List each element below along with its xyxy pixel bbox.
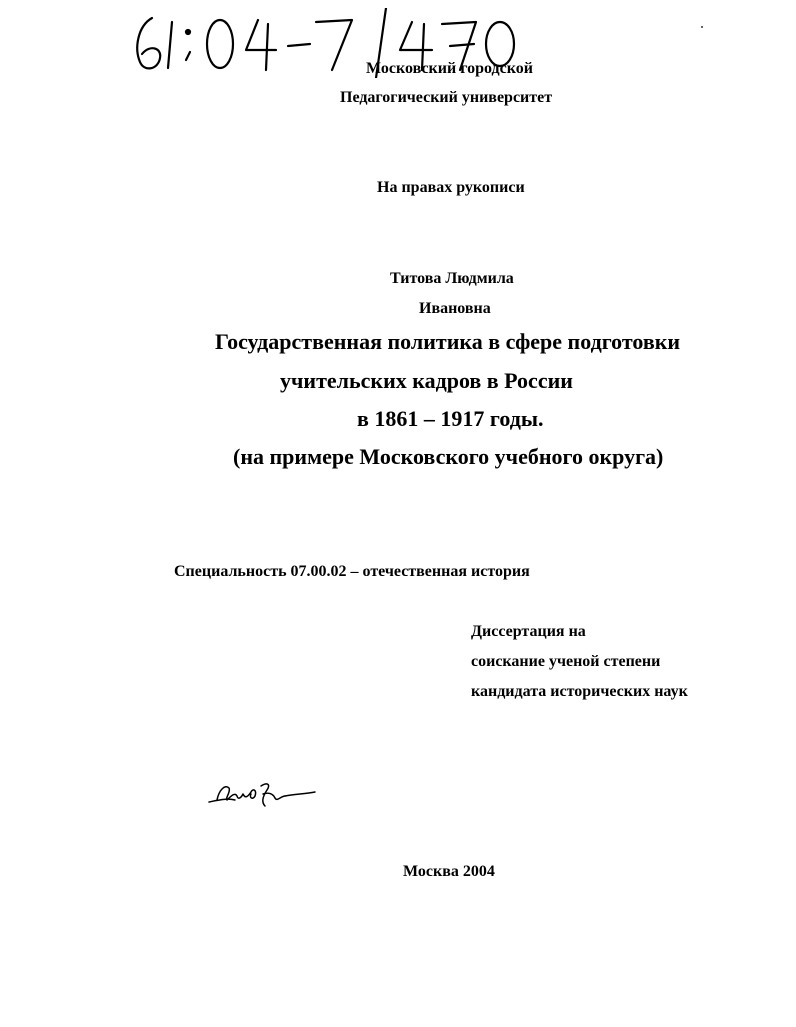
title-line-1: Государственная политика в сфере подготовки xyxy=(215,329,681,354)
city-year: Москва 2004 xyxy=(403,863,495,880)
degree-line-2: соискание ученой степени xyxy=(471,653,661,670)
manuscript-note: На правах рукописи xyxy=(377,179,525,196)
author-name-line-1: Титова Людмила xyxy=(390,270,514,287)
speck xyxy=(701,26,703,28)
title-line-4: (на примере Московского учебного округа) xyxy=(233,444,664,469)
degree-line-1: Диссертация на xyxy=(471,623,586,640)
title-line-3: в 1861 – 1917 годы. xyxy=(357,406,544,431)
title-line-2: учительских кадров в России xyxy=(280,368,573,393)
author-signature xyxy=(205,778,320,808)
degree-line-3: кандидата исторических наук xyxy=(471,683,688,700)
specialty: Специальность 07.00.02 – отечественная история xyxy=(174,563,530,580)
institution-line-2: Педагогический университет xyxy=(340,89,553,106)
institution-line-1: Московский городской xyxy=(366,60,533,77)
author-name-line-2: Ивановна xyxy=(419,300,491,317)
